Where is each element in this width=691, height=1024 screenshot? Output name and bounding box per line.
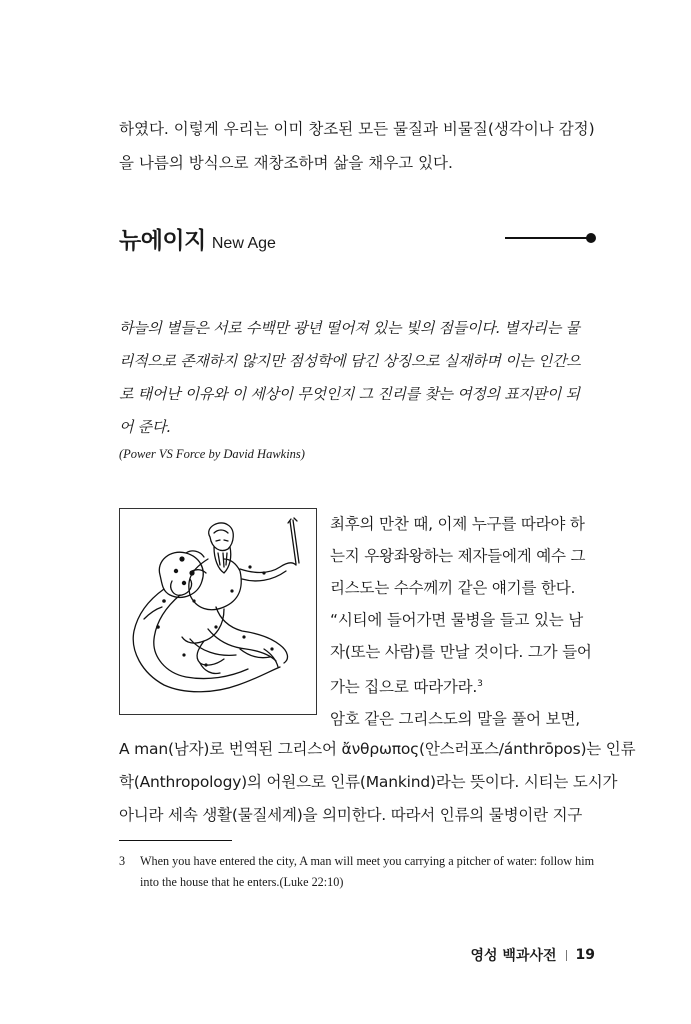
- body-line: 가는 집으로 따라가라.: [330, 678, 478, 697]
- aquarius-figure-drawing: [120, 509, 316, 714]
- footnote-line-1: When you have entered the city, A man will meet you carrying a pitcher of water: follow him: [140, 854, 595, 868]
- heading-rule: [505, 237, 588, 239]
- body-line: 자(또는 사람)를 만날 것이다. 그가 들어: [330, 643, 592, 661]
- body-line: 아니라 세속 생활(물질세계)을 의미한다. 따라서 인류의 물병이란 지구: [119, 806, 583, 824]
- quote-line: 하늘의 별들은 서로 수백만 광년 떨어져 있는 빛의 점들이다. 별자리는 물: [119, 319, 580, 337]
- body-line: 암호 같은 그리스도의 말을 풀어 보면,: [330, 710, 580, 729]
- section-heading: [119, 222, 276, 255]
- section-title-en: New Age: [211, 235, 276, 252]
- body-line: 는지 우왕좌왕하는 제자들에게 예수 그: [330, 547, 586, 565]
- epigraph-quote: [119, 312, 599, 444]
- intro-paragraph: [119, 112, 597, 180]
- aquarius-illustration: [119, 508, 317, 715]
- footnote: [119, 851, 599, 893]
- body-wrapped-text: [330, 508, 597, 735]
- body-line-with-footnote: [330, 668, 597, 703]
- body-line: A man(남자)로 번역된 그리스어 ἄνθρωπος(안스러포스/ánthrōpos)는 인류: [119, 740, 636, 758]
- quote-line: 로 태어난 이유와 이 세상이 무엇인지 그 진리를 찾는 여정의 표지판이 되: [119, 385, 580, 403]
- footnote-number: 3: [119, 854, 126, 868]
- quote-line: 리적으로 존재하지 않지만 점성학에 담긴 상징으로 실재하며 이는 인간으: [119, 352, 581, 370]
- quote-line: 어 준다.: [119, 418, 171, 436]
- running-title: 영성 백과사전: [470, 948, 557, 964]
- body-line: 학(Anthropology)의 어원으로 인류(Mankind)라는 뜻이다. 시티는 도시가: [119, 773, 618, 791]
- section-title-ko: 뉴에이지: [119, 228, 206, 254]
- footnote-ref[interactable]: 3: [477, 679, 483, 689]
- intro-line-1: 하였다. 이렇게 우리는 이미 창조된 모든 물질과 비물질(생각이나 감정): [119, 120, 595, 138]
- footnote-line-2: into the house that he enters.(Luke 22:10): [140, 875, 344, 889]
- footer-divider: [566, 950, 567, 961]
- body-full-width-text: [119, 733, 636, 832]
- page-number: 19: [575, 947, 595, 963]
- heading-dot: [586, 233, 596, 243]
- body-line: 리스도는 수수께끼 같은 얘기를 한다.: [330, 579, 576, 597]
- quote-citation: (Power VS Force by David Hawkins): [119, 447, 305, 461]
- footnote-rule: [119, 840, 232, 841]
- intro-line-2: 을 나름의 방식으로 재창조하며 삶을 채우고 있다.: [119, 154, 453, 172]
- body-line: “시티에 들어가면 물병을 들고 있는 남: [330, 611, 584, 629]
- page-footer: [470, 945, 595, 965]
- body-line: 최후의 만찬 때, 이제 누구를 따라야 하: [330, 515, 585, 533]
